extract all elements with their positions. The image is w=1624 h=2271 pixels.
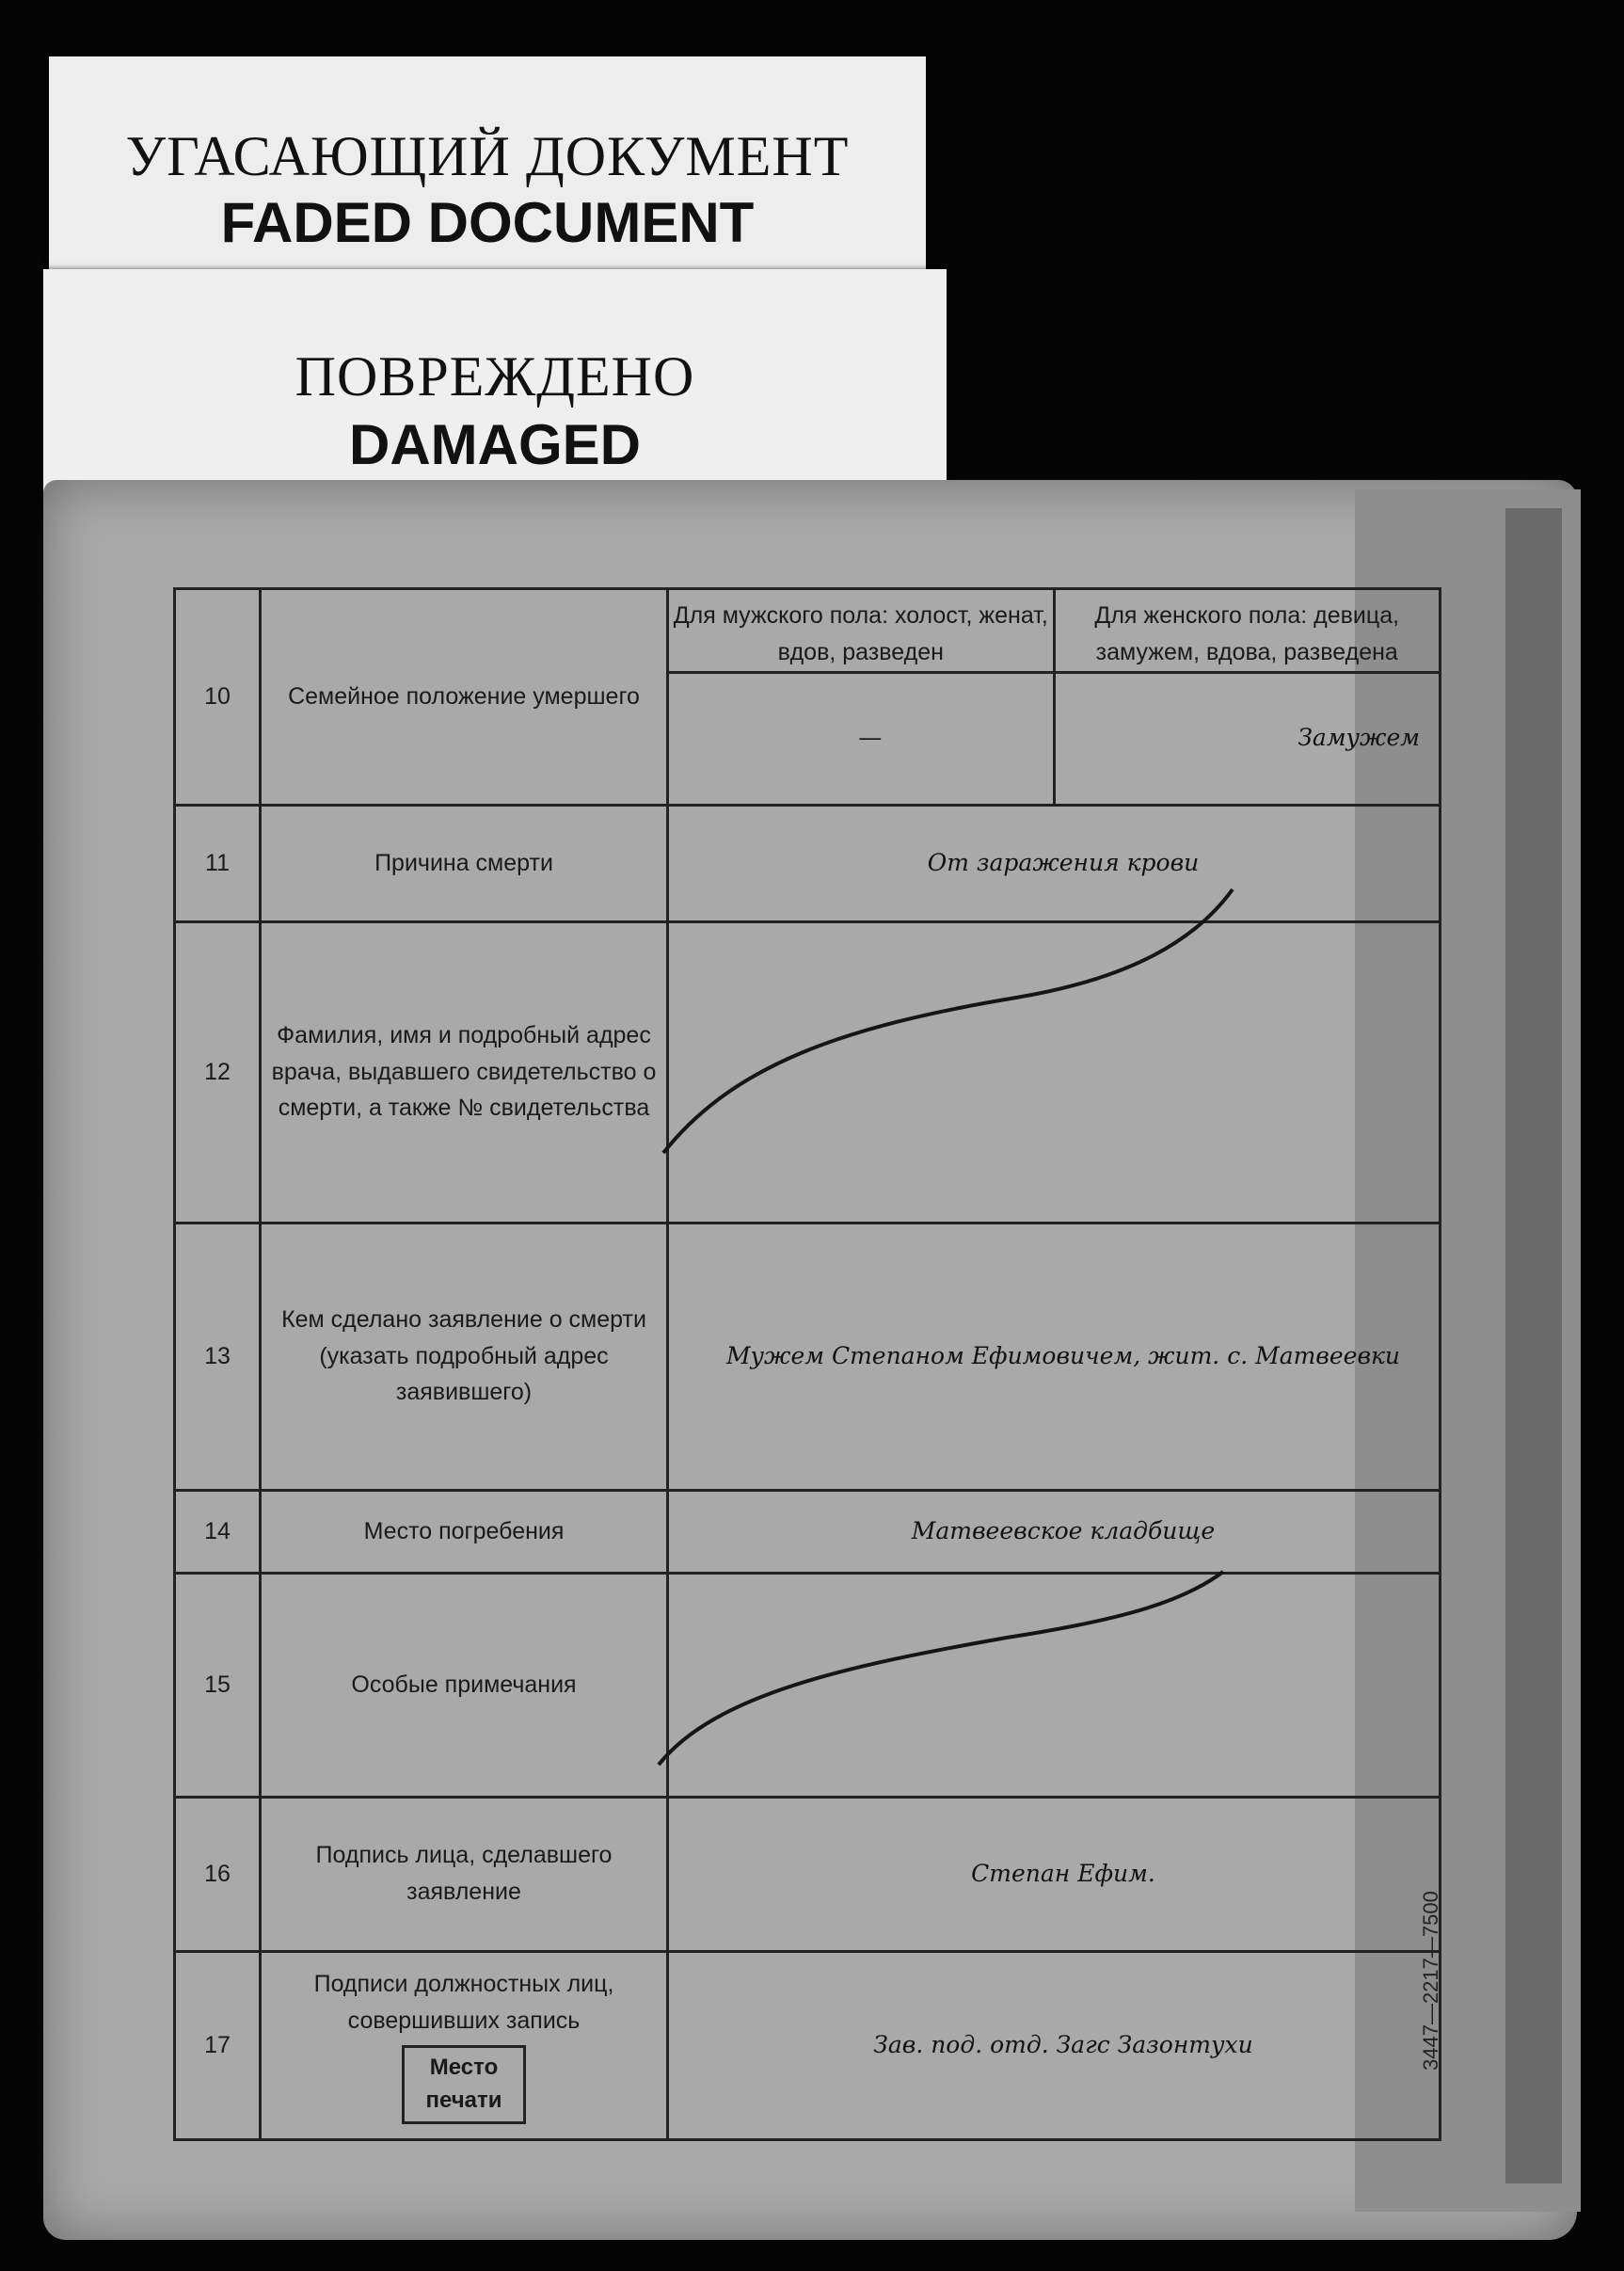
faded-flag-en: FADED DOCUMENT bbox=[220, 191, 755, 254]
print-code: 3447—2217—7500 bbox=[1419, 1891, 1442, 2071]
row-number: 14 bbox=[175, 1490, 261, 1573]
faded-flag-ru: УГАСАЮЩИЙ ДОКУМЕНТ bbox=[125, 125, 850, 187]
row-label: Семейное положение умершего bbox=[261, 589, 668, 806]
row-number: 11 bbox=[175, 805, 261, 921]
row-label: Подписи должностных лиц, совершивших запись bbox=[313, 1971, 614, 2035]
header-male: Для мужского пола: холост, женат, вдов, разведен bbox=[668, 589, 1055, 673]
row-label: Кем сделано заявление о смерти (указать подробный адрес заявившего) bbox=[261, 1223, 668, 1490]
row-number: 15 bbox=[175, 1573, 261, 1797]
officials-signature-value: Зав. под. отд. Загс Зазонтухи bbox=[668, 1951, 1441, 2139]
burial-place-value: Матвеевское кладбище bbox=[668, 1490, 1441, 1573]
row-number: 10 bbox=[175, 589, 261, 806]
damaged-flag-en: DAMAGED bbox=[349, 413, 641, 476]
row-label: Особые примечания bbox=[261, 1573, 668, 1797]
header-female: Для женского пола: девица, замужем, вдова, разведена bbox=[1054, 589, 1441, 673]
damaged-flag-ru: ПОВРЕЖДЕНО bbox=[295, 345, 695, 408]
row-number: 12 bbox=[175, 921, 261, 1223]
row-number: 17 bbox=[175, 1951, 261, 2139]
row-label: Место погребения bbox=[261, 1490, 668, 1573]
male-status-value: — bbox=[668, 672, 1055, 805]
cause-of-death-value: От заражения крови bbox=[668, 805, 1441, 921]
row-label: Подпись лица, сделавшего заявление bbox=[261, 1797, 668, 1951]
stamp-place: Место печати bbox=[402, 2045, 526, 2124]
row-label: Фамилия, имя и подробный адрес врача, выдавшего свидетельство о смерти, а также № свидетельства bbox=[261, 921, 668, 1223]
female-status-value: Замужем bbox=[1054, 672, 1441, 805]
row-number: 16 bbox=[175, 1797, 261, 1951]
strike-stroke-row15 bbox=[659, 1572, 1223, 1765]
row-label: Причина смерти bbox=[261, 805, 668, 921]
declarant-signature-value: Степан Ефим. bbox=[668, 1797, 1441, 1951]
row-number: 13 bbox=[175, 1223, 261, 1490]
declarant-value: Мужем Степаном Ефимовичем, жит. с. Матвеевки bbox=[668, 1223, 1441, 1490]
strike-stroke-row12 bbox=[663, 889, 1233, 1153]
